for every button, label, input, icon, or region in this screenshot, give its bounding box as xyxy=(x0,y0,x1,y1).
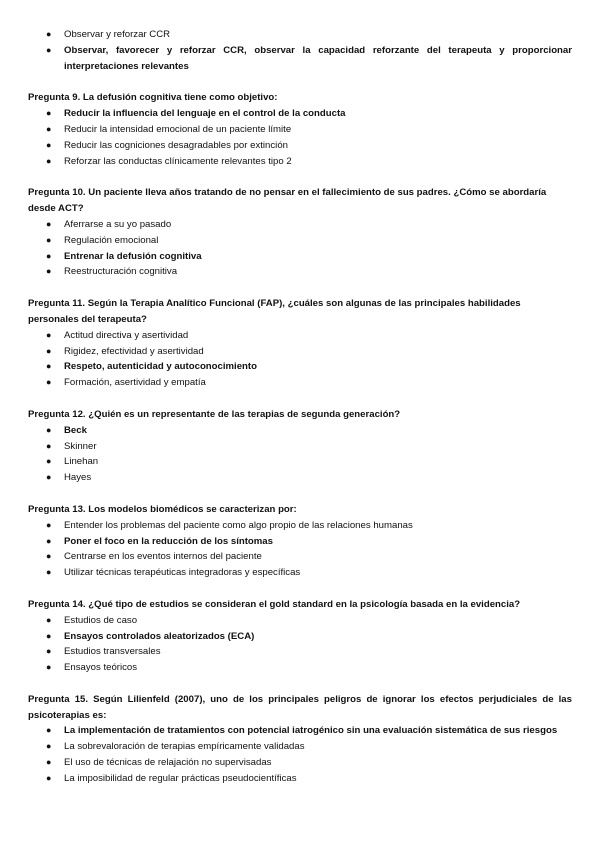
option-list xyxy=(28,106,572,169)
bullet-icon: ● xyxy=(46,741,52,752)
option-text: Centrarse en los eventos internos del paciente xyxy=(64,551,262,563)
option-list xyxy=(28,423,572,486)
bullet-icon: ● xyxy=(46,519,52,530)
option-text: La sobrevaloración de terapias empíricamente validadas xyxy=(64,741,305,753)
bullet-icon: ● xyxy=(46,772,52,783)
question-text: ¿Quién es un representante de las terapias de segunda generación? xyxy=(88,408,401,420)
option-text: Aferrarse a su yo pasado xyxy=(64,218,172,230)
bullet-icon: ● xyxy=(46,646,52,657)
option-list-top xyxy=(28,27,572,74)
question-label: Pregunta 10. xyxy=(28,187,86,199)
option-item xyxy=(28,154,572,170)
option-text: Reducir las cogniciones desagradables por extinción xyxy=(64,139,288,151)
option-item xyxy=(28,549,572,565)
bullet-icon: ● xyxy=(46,567,52,578)
option-text: Reforzar las conductas clínicamente relevantes tipo 2 xyxy=(64,155,292,167)
option-text: Beck xyxy=(64,424,87,436)
option-text: Entender los problemas del paciente como algo propio de las relaciones humanas xyxy=(64,519,413,531)
question-label: Pregunta 11. xyxy=(28,298,86,310)
option-item-answer xyxy=(28,629,572,645)
option-text: Hayes xyxy=(64,472,92,484)
question-15 xyxy=(28,692,572,724)
bullet-icon: ● xyxy=(46,535,52,546)
option-item xyxy=(28,644,572,660)
option-text: La imposibilidad de regular prácticas pseudocientíficas xyxy=(64,772,297,784)
question-label: Pregunta 15. xyxy=(28,693,89,705)
option-text: Ensayos teóricos xyxy=(64,662,138,674)
option-text: Utilizar técnicas terapéuticas integradoras y específicas xyxy=(64,567,301,579)
bullet-icon: ● xyxy=(46,424,52,435)
question-label: Pregunta 14. xyxy=(28,598,86,610)
bullet-icon: ● xyxy=(46,108,52,119)
question-text: Un paciente lleva años tratando de no pensar en el fallecimiento de sus padres. ¿Cómo se abordaría desde ACT? xyxy=(28,187,547,215)
option-item xyxy=(28,328,572,344)
option-item-answer xyxy=(28,43,572,75)
option-item xyxy=(28,27,572,43)
option-text: Observar, favorecer y reforzar CCR, observar la capacidad reforzante del terapeuta y proporcionar interpretaciones relevantes xyxy=(64,44,572,72)
bullet-icon: ● xyxy=(46,456,52,467)
question-13 xyxy=(28,502,572,518)
question-text: Según la Terapia Analítico Funcional (FAP), ¿cuáles son algunas de las principales habilidades personales del terapeuta? xyxy=(28,298,521,325)
question-label: Pregunta 13. xyxy=(28,503,86,515)
bullet-icon: ● xyxy=(46,218,52,229)
bullet-icon: ● xyxy=(46,155,52,166)
bullet-icon: ● xyxy=(46,345,52,356)
bullet-icon: ● xyxy=(46,266,52,277)
bullet-icon: ● xyxy=(46,440,52,451)
option-item xyxy=(28,233,572,249)
bullet-icon: ● xyxy=(46,29,52,39)
option-item-answer xyxy=(28,423,572,439)
option-item xyxy=(28,739,572,755)
option-item xyxy=(28,755,572,771)
option-text: Skinner xyxy=(64,440,97,452)
option-item xyxy=(28,138,572,154)
option-list xyxy=(28,613,572,676)
bullet-icon: ● xyxy=(46,662,52,673)
bullet-icon: ● xyxy=(46,329,52,340)
question-9 xyxy=(28,90,572,106)
option-item xyxy=(28,344,572,360)
question-label: Pregunta 12. xyxy=(28,408,86,420)
option-text: Entrenar la defusión cognitiva xyxy=(64,250,202,262)
option-text: Observar y reforzar CCR xyxy=(64,29,171,40)
option-item xyxy=(28,771,572,787)
question-text: ¿Qué tipo de estudios se consideran el gold standard en la psicología basada en la evidencia? xyxy=(88,598,521,610)
option-item xyxy=(28,454,572,470)
question-14 xyxy=(28,597,572,613)
bullet-icon: ● xyxy=(46,250,52,261)
question-label: Pregunta 9. xyxy=(28,92,81,104)
option-item-answer xyxy=(28,723,572,739)
question-text: La defusión cognitiva tiene como objetivo: xyxy=(82,92,278,104)
bullet-icon: ● xyxy=(46,725,52,736)
option-item xyxy=(28,660,572,676)
option-text: El uso de técnicas de relajación no supervisadas xyxy=(64,757,272,769)
option-text: Reducir la intensidad emocional de un paciente límite xyxy=(64,123,292,135)
question-text: Los modelos biomédicos se caracterizan por: xyxy=(88,503,297,515)
bullet-icon: ● xyxy=(46,44,52,55)
option-item xyxy=(28,565,572,581)
option-item-answer xyxy=(28,249,572,265)
option-text: Regulación emocional xyxy=(64,234,159,246)
option-item xyxy=(28,439,572,455)
option-list xyxy=(28,518,572,581)
option-list xyxy=(28,328,572,391)
option-text: Reducir la influencia del lenguaje en el control de la conducta xyxy=(64,108,346,120)
option-item xyxy=(28,470,572,486)
question-text: Según Lilienfeld (2007), uno de los principales peligros de ignorar los efectos perjudiciales de las psicoterapias es: xyxy=(28,693,572,721)
bullet-icon: ● xyxy=(46,757,52,768)
option-text: Estudios de caso xyxy=(64,614,138,626)
question-11 xyxy=(28,296,572,328)
question-12 xyxy=(28,407,572,423)
bullet-icon: ● xyxy=(46,361,52,372)
option-text: Formación, asertividad y empatía xyxy=(64,377,206,389)
option-item xyxy=(28,122,572,138)
bullet-icon: ● xyxy=(46,234,52,245)
bullet-icon: ● xyxy=(46,614,52,625)
option-item xyxy=(28,613,572,629)
option-list xyxy=(28,217,572,280)
option-text: Estudios transversales xyxy=(64,646,161,658)
option-text: Linehan xyxy=(64,456,99,468)
option-item-answer xyxy=(28,359,572,375)
option-text: Respeto, autenticidad y autoconocimiento xyxy=(64,361,257,373)
option-text: La implementación de tratamientos con potencial iatrogénico sin una evaluación sistemática de sus riesgos xyxy=(64,725,558,737)
option-item xyxy=(28,264,572,280)
option-text: Ensayos controlados aleatorizados (ECA) xyxy=(64,630,255,642)
option-text: Rigidez, efectividad y asertividad xyxy=(64,345,204,357)
option-item-answer xyxy=(28,534,572,550)
option-item xyxy=(28,518,572,534)
bullet-icon: ● xyxy=(46,139,52,150)
option-list xyxy=(28,723,572,786)
question-10 xyxy=(28,185,572,217)
bullet-icon: ● xyxy=(46,123,52,134)
bullet-icon: ● xyxy=(46,630,52,641)
option-item-answer xyxy=(28,106,572,122)
document-body xyxy=(28,27,572,787)
option-item xyxy=(28,375,572,391)
option-text: Reestructuración cognitiva xyxy=(64,266,178,278)
option-text: Actitud directiva y asertividad xyxy=(64,329,189,341)
bullet-icon: ● xyxy=(46,472,52,483)
bullet-icon: ● xyxy=(46,377,52,388)
option-item xyxy=(28,217,572,233)
bullet-icon: ● xyxy=(46,551,52,562)
option-text: Poner el foco en la reducción de los síntomas xyxy=(64,535,273,547)
